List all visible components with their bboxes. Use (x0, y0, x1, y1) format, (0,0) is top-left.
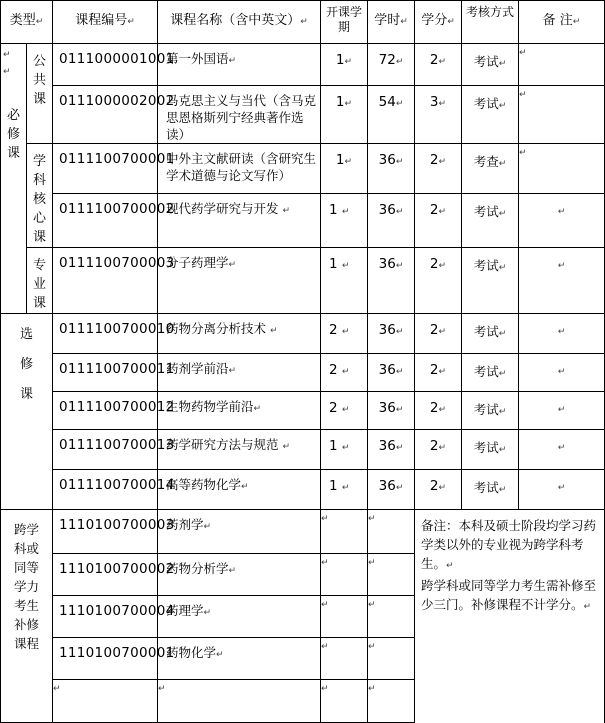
course-credits: 2↵ (415, 44, 462, 86)
course-name: 现代药学研究与开发 ↵ (158, 193, 321, 247)
course-credits: 3↵ (415, 86, 462, 144)
course-exam: 考试↵ (462, 44, 519, 86)
category-major: 专业课 (27, 248, 53, 314)
table-row (1, 392, 605, 430)
table-row (1, 430, 605, 470)
course-term: 1 ↵ (321, 430, 368, 470)
course-code: 1110100700001 (53, 638, 158, 680)
course-exam: 考试↵ (462, 248, 519, 314)
course-code: 1110100700003 (53, 510, 158, 554)
course-name: 药学研究方法与规范 ↵ (158, 430, 321, 470)
course-code: 1110100700002 (53, 554, 158, 596)
course-name: 药剂学前沿↵ (158, 354, 321, 392)
course-term: 1 ↵ (321, 470, 368, 510)
course-hours: ↵ (368, 638, 415, 680)
table-row (1, 144, 605, 194)
course-name: 中外主文献研读（含研究生学术道德与论文写作） (158, 144, 321, 194)
course-code: 0111100700002 (53, 193, 158, 247)
course-code: 0111100700001 (53, 144, 158, 194)
course-credits: 2↵ (415, 193, 462, 247)
course-credits: 2↵ (415, 144, 462, 194)
header-row (1, 1, 605, 44)
course-term: ↵ (321, 680, 368, 723)
course-term: 1↵ (321, 86, 368, 144)
empty-code: ↵ (53, 680, 158, 723)
course-credits: 2↵ (415, 314, 462, 354)
course-code: 0111100700013 (53, 430, 158, 470)
course-name: 生物药物学前沿↵ (158, 392, 321, 430)
course-remarks: ↵ (519, 44, 605, 86)
course-hours: ↵ (368, 554, 415, 596)
course-exam: 考试↵ (462, 354, 519, 392)
course-name: 药物分析学↵ (158, 554, 321, 596)
course-name: 第一外国语↵ (158, 44, 321, 86)
course-credits: 2↵ (415, 248, 462, 314)
empty-name: ↵ (158, 680, 321, 723)
course-hours: ↵ (368, 680, 415, 723)
course-code: 0111000001001 (53, 44, 158, 86)
course-term: ↵ (321, 554, 368, 596)
course-exam: 考试↵ (462, 470, 519, 510)
course-hours: 36↵ (368, 248, 415, 314)
course-term: 2 ↵ (321, 392, 368, 430)
course-credits: 2↵ (415, 470, 462, 510)
course-credits: 2↵ (415, 430, 462, 470)
course-code: 0111100700012 (53, 392, 158, 430)
course-name: 药物化学↵ (158, 638, 321, 680)
course-term: ↵ (321, 638, 368, 680)
course-remarks: ↵ (519, 430, 605, 470)
course-hours: 36↵ (368, 193, 415, 247)
course-remarks: ↵ (519, 144, 605, 194)
course-code: 1110100700004 (53, 596, 158, 638)
course-credits: 2↵ (415, 392, 462, 430)
course-hours: 36↵ (368, 144, 415, 194)
category-elective: 选修课 (1, 314, 53, 510)
header-hours: 学时↵ (368, 1, 415, 44)
header-code: 课程编号↵ (53, 1, 158, 44)
course-term: 1↵ (321, 144, 368, 194)
category-public: 公共课 (27, 44, 53, 144)
table-row (1, 314, 605, 354)
course-term: ↵ (321, 510, 368, 554)
course-remarks: ↵ (519, 314, 605, 354)
course-credits: 2↵ (415, 354, 462, 392)
course-hours: 36↵ (368, 314, 415, 354)
course-remarks: ↵ (519, 193, 605, 247)
course-exam: 考试↵ (462, 193, 519, 247)
course-term: ↵ (321, 596, 368, 638)
course-name: 药物分离分析技术 ↵ (158, 314, 321, 354)
course-term: 1 ↵ (321, 193, 368, 247)
course-hours: 54↵ (368, 86, 415, 144)
header-exam: 考核方式 (462, 1, 519, 44)
table-row (1, 510, 605, 554)
course-code: 0111000002002 (53, 86, 158, 144)
course-name: 药理学↵ (158, 596, 321, 638)
category-required: ↵ ↵ 必修课 (1, 44, 27, 314)
course-code: 0111100700010 (53, 314, 158, 354)
course-hours: 36↵ (368, 430, 415, 470)
header-term: 开课学期 (321, 1, 368, 44)
category-core: 学科核心课 (27, 144, 53, 248)
course-hours: 36↵ (368, 470, 415, 510)
course-hours: 36↵ (368, 354, 415, 392)
header-name: 课程名称（含中英文）↵ (158, 1, 321, 44)
table-row (1, 470, 605, 510)
course-term: 1↵ (321, 44, 368, 86)
course-code: 0111100700011 (53, 354, 158, 392)
course-term: 2 ↵ (321, 354, 368, 392)
course-hours: ↵ (368, 510, 415, 554)
category-cross-disciplinary: 跨学科或同等学力考生补修课程 (1, 510, 53, 723)
course-remarks: ↵ (519, 248, 605, 314)
header-type: 类型↵ (1, 1, 53, 44)
course-hours: 36↵ (368, 392, 415, 430)
header-remarks: 备 注↵ (519, 1, 605, 44)
course-remarks: ↵ (519, 392, 605, 430)
course-remarks: ↵ (519, 354, 605, 392)
table-row (1, 44, 605, 86)
course-name: 药剂学↵ (158, 510, 321, 554)
header-credits: 学分↵ (415, 1, 462, 44)
course-term: 2 ↵ (321, 314, 368, 354)
course-exam: 考试↵ (462, 86, 519, 144)
course-exam: 考试↵ (462, 314, 519, 354)
course-hours: ↵ (368, 596, 415, 638)
remedial-note: 备注：本科及硕士阶段均学习药学类以外的专业视为跨学科考生。↵ 跨学科或同等学力考生需补修至少三门。补修课程不计学分。↵ (415, 510, 605, 723)
table-row (1, 193, 605, 247)
course-exam: 考试↵ (462, 392, 519, 430)
course-name: 高等药物化学↵ (158, 470, 321, 510)
course-remarks: ↵ (519, 470, 605, 510)
course-name: 马克思主义与当代（含马克思恩格斯列宁经典著作选读） (158, 86, 321, 144)
table-row (1, 354, 605, 392)
course-exam: 考查↵ (462, 144, 519, 194)
course-code: 0111100700014 (53, 470, 158, 510)
course-hours: 72↵ (368, 44, 415, 86)
table-row (1, 248, 605, 314)
table-row (1, 86, 605, 144)
course-term: 1 ↵ (321, 248, 368, 314)
course-code: 0111100700003 (53, 248, 158, 314)
course-remarks: ↵ (519, 86, 605, 144)
course-name: 分子药理学↵ (158, 248, 321, 314)
course-exam: 考试↵ (462, 430, 519, 470)
